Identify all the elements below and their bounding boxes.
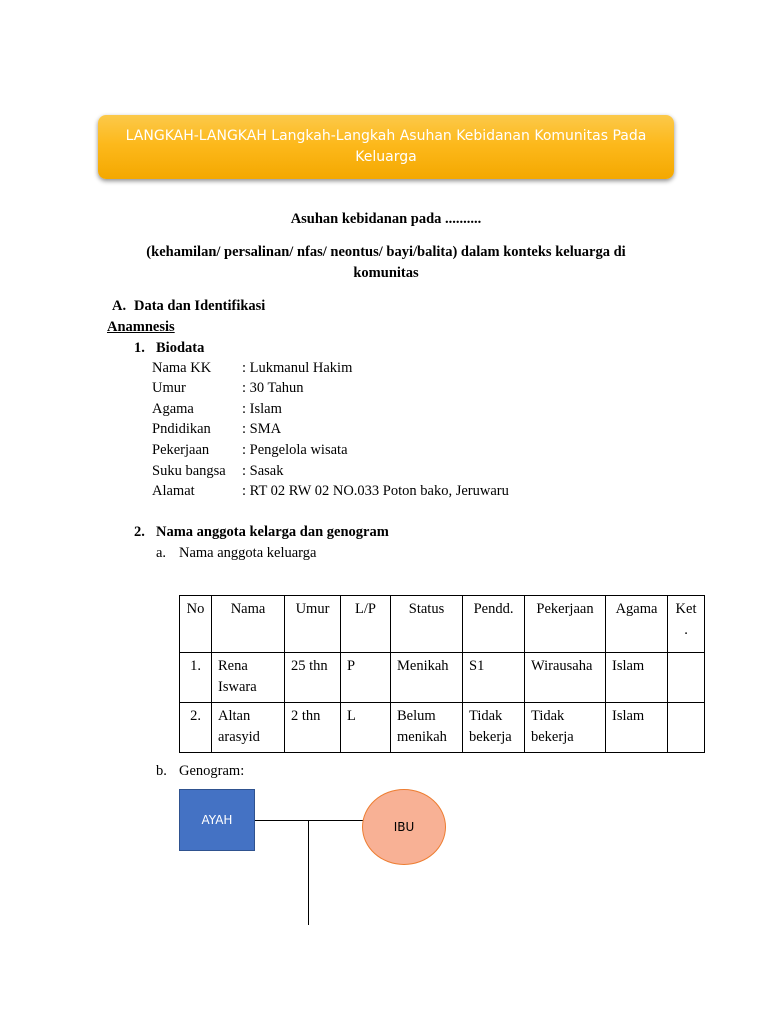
item-b-text: Genogram: (179, 763, 245, 779)
biodata-label: Alamat (152, 483, 195, 499)
table-cell: Menikah (391, 653, 463, 703)
biodata-value: : Pengelola wisata (242, 442, 348, 458)
section-a-title: Data dan Identifikasi (134, 298, 266, 314)
section-a-marker: A. (112, 298, 127, 314)
table-header-cell: Status (391, 596, 463, 653)
item-a-text: Nama anggota keluarga (179, 545, 317, 561)
table-cell: Rena Iswara (212, 653, 285, 703)
table-row (180, 703, 705, 753)
table-header-cell: Umur (285, 596, 341, 653)
table-cell: Wirausaha (525, 653, 606, 703)
biodata-label: Suku bangsa (152, 463, 226, 479)
table-header-cell: L/P (341, 596, 391, 653)
table-cell: 1. (180, 653, 212, 703)
biodata-label: Pndidikan (152, 421, 211, 437)
table-cell: Tidak bekerja (525, 703, 606, 753)
biodata-value: : Lukmanul Hakim (242, 360, 353, 376)
table-cell: S1 (463, 653, 525, 703)
table-cell: Altan arasyid (212, 703, 285, 753)
table-cell: 2 thn (285, 703, 341, 753)
table-header-cell: No (180, 596, 212, 653)
item-b-marker: b. (156, 763, 167, 779)
table-cell (668, 703, 705, 753)
table-cell: L (341, 703, 391, 753)
biodata-value: : Sasak (242, 463, 284, 479)
anamnesis-subtitle: Anamnesis (107, 319, 175, 335)
biodata-value: : RT 02 RW 02 NO.033 Poton bako, Jeruwaru (242, 483, 509, 499)
marriage-line (255, 820, 363, 821)
biodata-label: Umur (152, 380, 186, 396)
table-cell: 2. (180, 703, 212, 753)
biodata-value: : 30 Tahun (242, 380, 304, 396)
heading-line-2: (kehamilan/ persalinan/ nfas/ neontus/ bayi/balita) dalam konteks keluarga di (146, 244, 626, 260)
table-header-row (180, 596, 705, 653)
biodata-value: : Islam (242, 401, 282, 417)
table-cell: Belum menikah (391, 703, 463, 753)
table-cell: P (341, 653, 391, 703)
title-banner (98, 115, 674, 179)
biodata-label: Pekerjaan (152, 442, 210, 458)
table-header-cell: Pendd. (463, 596, 525, 653)
table-header-cell: Agama (606, 596, 668, 653)
banner-title: LANGKAH-LANGKAH Langkah-Langkah Asuhan Kebidanan Komunitas Pada Keluarga (125, 128, 647, 165)
heading-line-1: Asuhan kebidanan pada .......... (290, 211, 482, 227)
biodata-marker: 1. (134, 340, 145, 356)
table-cell: 25 thn (285, 653, 341, 703)
biodata-value: : SMA (242, 421, 282, 437)
table-cell: Islam (606, 703, 668, 753)
section-2-title: Nama anggota kelarga dan genogram (156, 524, 389, 540)
father-node (179, 789, 255, 851)
biodata-label: Agama (152, 401, 194, 417)
table-header-cell: Pekerjaan (525, 596, 606, 653)
table-cell: Tidak bekerja (463, 703, 525, 753)
biodata-label: Nama KK (152, 360, 212, 376)
item-a-marker: a. (156, 545, 167, 561)
table-header-cell: Nama (212, 596, 285, 653)
descent-line (308, 820, 309, 925)
table-header-cell: Ket . (668, 596, 705, 653)
family-members-table (179, 595, 705, 753)
section-2-marker: 2. (134, 524, 145, 540)
mother-label: IBU (393, 820, 415, 834)
biodata-title: Biodata (156, 340, 205, 356)
table-cell (668, 653, 705, 703)
mother-node (362, 789, 446, 865)
table-cell: Islam (606, 653, 668, 703)
heading-line-3: komunitas (353, 265, 419, 281)
father-label: AYAH (201, 813, 233, 827)
table-row (180, 653, 705, 703)
